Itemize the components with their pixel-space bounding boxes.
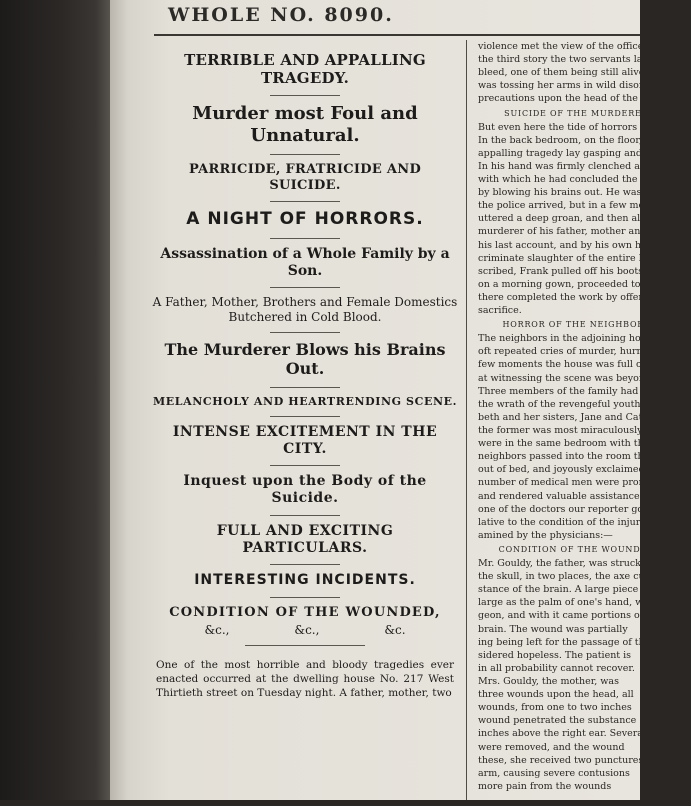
adjacent-text-line: were in the same bedroom with their (478, 438, 657, 450)
adjacent-text-line: brain. The wound was partially (478, 623, 628, 635)
adjacent-text-line: arm, causing severe contusions (478, 767, 630, 779)
headline-divider (270, 287, 340, 288)
adjacent-text-line: the wrath of the revengeful youth, (478, 398, 644, 410)
headline-divider (270, 597, 340, 598)
adjacent-text-line: few moments the house was full of people (478, 359, 681, 371)
headline-6: A Father, Mother, Brothers and Female Domestics Butchered in Cold Blood. (152, 295, 458, 324)
adjacent-text-line: stance of the brain. A large piece (478, 584, 639, 596)
headline-divider (270, 515, 340, 516)
headline-3: PARRICIDE, FRATRICIDE AND SUICIDE. (188, 162, 422, 193)
adjacent-text-line: these, she received two punctures (478, 754, 644, 766)
adjacent-text-line: In his hand was firmly clenched a revolver (478, 160, 683, 172)
adjacent-text-line: ing being left for the passage of the (478, 636, 651, 648)
adjacent-text-block-b (478, 121, 691, 318)
adjacent-text-line: sidered hopeless. The patient is (478, 649, 632, 661)
adjacent-text-line: violence met the view of the officers. In (478, 41, 669, 52)
etc-mark: &c., (294, 622, 320, 637)
adjacent-text-line: were removed, and the wound (478, 741, 625, 753)
adjacent-text-line: the third story the two servants lay (478, 54, 648, 66)
headline-divider (270, 154, 340, 155)
book-binding (0, 0, 112, 800)
adjacent-text-line: on a morning gown, proceeded to his awful (478, 278, 688, 290)
headline-11: FULL AND EXCITING PARTICULARS. (216, 522, 394, 556)
adjacent-text-block-c (478, 332, 681, 542)
adjacent-text-block-a (478, 40, 689, 106)
headline-divider (270, 465, 340, 466)
main-article-column (152, 46, 458, 806)
article-body: One of the most horrible and bloody tragedies ever enacted occurred at the dwelling house No. 217 West Thirtieth street on Tuesday night. A father, mother, two (156, 658, 454, 700)
adjacent-text-line: the skull, in two places, the axe cutting (478, 571, 668, 583)
column-divider (466, 40, 467, 800)
headline-9: INTENSE EXCITEMENT IN THE CITY. (172, 423, 438, 457)
adjacent-text-line: in all probability cannot recover. (478, 662, 635, 674)
adjacent-text-line: the former was most miraculously (478, 425, 643, 437)
adjacent-text-line: more pain from the wounds (478, 780, 612, 792)
adjacent-text-line: the police arrived, but in a few moments (478, 200, 674, 212)
adjacent-text-line: geon, and with it came portions of the (478, 610, 662, 622)
adjacent-text-line: In the back bedroom, on the floor, lay the (478, 134, 678, 146)
adjacent-text-line: there completed the work by offering (478, 292, 659, 303)
adjacent-text-line: out of bed, and joyously exclaimed, (478, 464, 648, 476)
adjacent-text-line: But even here the tide of horrors did not (478, 121, 674, 133)
headline-7: The Murderer Blows his Brains Out. (164, 340, 446, 379)
headline-5: Assassination of a Whole Family by a Son. (160, 245, 450, 279)
adjacent-text-line: Mrs. Gouldy, the mother, was (478, 676, 619, 688)
adjacent-text-line: uttered a deep groan, and then all was still. (478, 213, 689, 225)
article-divider (245, 645, 365, 646)
adjacent-text-line: wounds, from one to two inches (478, 702, 632, 714)
headline-12: INTERESTING INCIDENTS. (194, 572, 416, 589)
adjacent-text-line: beth and her sisters, Jane and Catherine, (478, 411, 677, 423)
headline-4: A NIGHT OF HORRORS. (186, 209, 424, 230)
headline-10: Inquest upon the Body of the Suicide. (183, 473, 427, 507)
adjacent-text-block-d (478, 557, 678, 793)
adjacent-text-line: neighbors passed into the room the (478, 451, 650, 463)
adjacent-text-line: bleed, one of them being still alive, and (478, 67, 669, 79)
subheading-neighbors: HORROR OF THE NEIGHBORS. (502, 320, 654, 330)
adjacent-text-line: The neighbors in the adjoining houses (478, 333, 663, 345)
adjacent-text-line: sacrifice. (478, 305, 522, 317)
adjacent-text-line: and rendered valuable assistance to (478, 490, 653, 502)
headline-divider (270, 564, 340, 565)
adjacent-text-line: appalling tragedy lay gasping and dying. (478, 147, 675, 159)
newspaper-page (110, 0, 691, 800)
adjacent-text-line: at witnessing the scene was beyond (478, 372, 652, 384)
headline-divider (270, 238, 340, 239)
adjacent-text-line: by blowing his brains out. He was still (478, 187, 663, 199)
etc-mark: &c., (204, 622, 230, 637)
headline-divider (270, 332, 340, 333)
etc-row (172, 623, 438, 637)
adjacent-column (478, 40, 691, 800)
adjacent-text-line: lative to the condition of the injured (478, 516, 652, 528)
adjacent-text-line: murderer of his father, mother and brothers (478, 226, 691, 238)
headline-13: CONDITION OF THE WOUNDED, (169, 605, 441, 621)
adjacent-text-line: Mr. Gouldy, the father, was struck (478, 558, 641, 570)
headline-divider (270, 95, 340, 96)
adjacent-text-line: criminate slaughter of the entire household (478, 252, 689, 264)
adjacent-text-line: three wounds upon the head, all (478, 689, 634, 701)
masthead-issue-number: WHOLE NO. 8090. (168, 4, 394, 26)
subheading-suicide: SUICIDE OF THE MURDERER. (504, 108, 652, 118)
adjacent-text-line: precautions upon the head of the murderer. (478, 93, 689, 105)
headline-8: MELANCHOLY AND HEARTRENDING SCENE. (152, 394, 458, 408)
masthead-rule (154, 34, 640, 36)
headline-1: TERRIBLE AND APPALLING TRAGEDY. (184, 51, 426, 87)
etc-mark: &c. (384, 622, 406, 637)
subheading-condition: CONDITION OF THE WOUNDED. (498, 545, 658, 554)
adjacent-text-line: wound penetrated the substance (478, 715, 637, 727)
adjacent-text-line: Three members of the family had (478, 385, 639, 397)
adjacent-text-line: scribed, Frank pulled off his boots and (478, 265, 664, 277)
adjacent-text-line: oft repeated cries of murder, hurried to (478, 346, 669, 358)
adjacent-text-line: number of medical men were promptly (478, 477, 666, 489)
adjacent-text-line: large as the palm of one's hand, was (478, 597, 654, 609)
adjacent-text-line: with which he had concluded the last act (478, 174, 676, 186)
headline-divider (270, 201, 340, 202)
adjacent-text-line: his last account, and by his own hand, (478, 239, 662, 251)
headline-divider (270, 387, 340, 388)
headline-divider (270, 416, 340, 417)
adjacent-text-line: one of the doctors our reporter got (478, 503, 647, 515)
adjacent-text-line: inches above the right ear. Several (478, 728, 646, 740)
adjacent-text-line: amined by the physicians:— (478, 529, 613, 541)
adjacent-text-line: was tossing her arms in wild disorder, and (478, 80, 683, 92)
headline-2: Murder most Foul and Unnatural. (192, 103, 418, 146)
